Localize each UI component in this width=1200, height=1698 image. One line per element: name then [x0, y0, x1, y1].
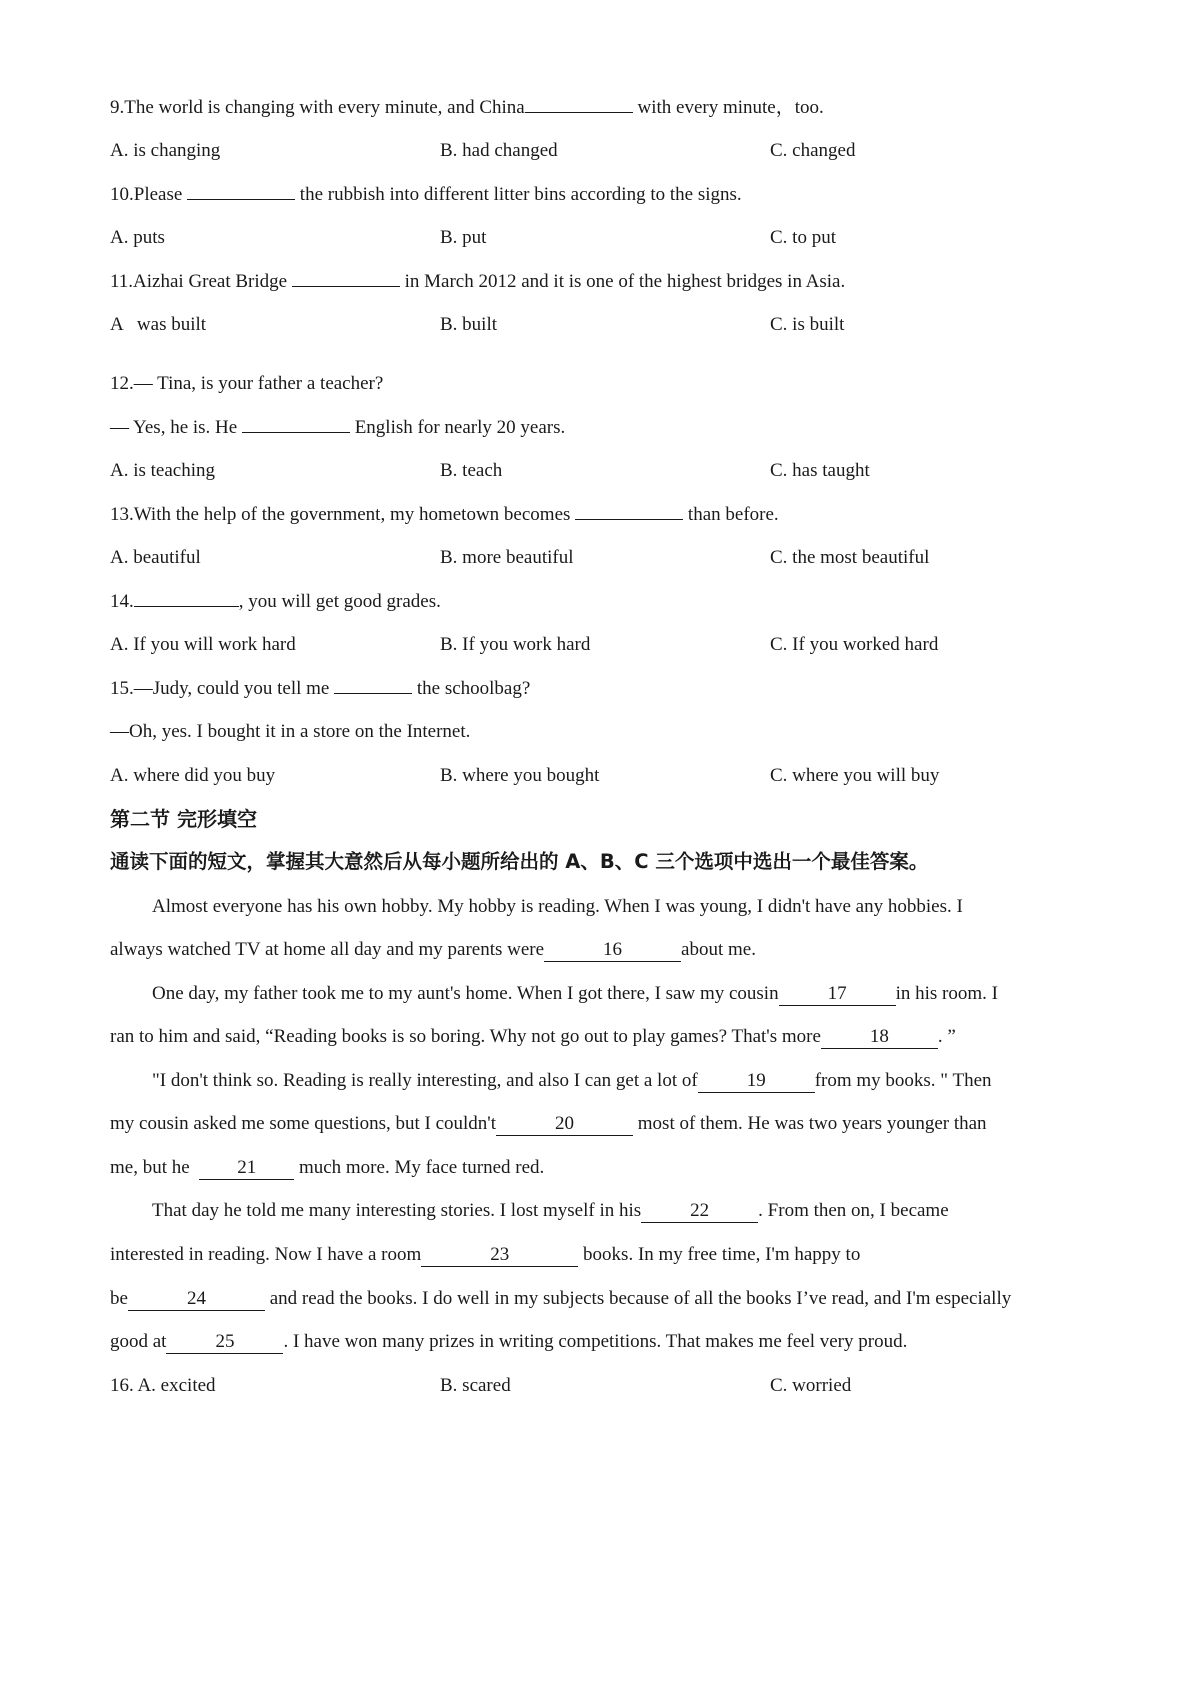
q10-option-a: A. puts [110, 227, 165, 248]
passage-text: much more. My face turned red. [294, 1157, 545, 1178]
q11-stem-pre: 11.Aizhai Great Bridge [110, 271, 292, 292]
q13-stem-pre: 13.With the help of the government, my hometown becomes [110, 504, 576, 525]
q12-blank [242, 415, 350, 433]
q14-option-a: A. If you will work hard [110, 634, 296, 655]
question-11-stem [110, 269, 845, 294]
q15-stem-pre: 15.—Judy, could you tell me [110, 678, 335, 699]
passage-line-9 [110, 1243, 1110, 1267]
q10-option-b: B. put [440, 227, 487, 248]
question-14-stem [110, 589, 441, 614]
q12-option-c: C. has taught [770, 460, 870, 481]
q14-stem-pre: 14. [110, 591, 134, 612]
q15-option-a: A. where did you buy [110, 765, 276, 786]
passage-line-2 [110, 938, 1110, 962]
passage-text: One day, my father took me to my aunt's home. When I got there, I saw my cousin [152, 983, 779, 1004]
passage-line-8 [110, 1199, 1152, 1223]
passage-text: about me. [681, 939, 756, 960]
question-15-options [110, 764, 1110, 788]
passage-text: be [110, 1288, 128, 1309]
q10-option-c: C. to put [770, 227, 836, 248]
q12-option-b: B. teach [440, 460, 503, 481]
question-16-options [110, 1374, 1110, 1398]
q15-blank [334, 676, 412, 694]
q13-option-c: C. the most beautiful [770, 547, 930, 568]
q14-stem-post: , you will get good grades. [238, 591, 441, 612]
q15-option-b: B. where you bought [440, 765, 600, 786]
passage-line-4 [110, 1025, 1110, 1049]
q12-stem-post: English for nearly 20 years. [349, 417, 566, 438]
question-14-options [110, 633, 1110, 657]
passage-text: from my books. " Then [814, 1070, 992, 1091]
passage-text: "I don't think so. Reading is really interesting, and also I can get a lot of [152, 1070, 698, 1091]
question-9-options [110, 139, 1110, 163]
q10-stem-post: the rubbish into different litter bins according to the signs. [295, 184, 742, 205]
passage-text: my cousin asked me some questions, but I couldn't [110, 1113, 497, 1134]
passage-text: in his room. I [895, 983, 998, 1004]
passage-line-3 [110, 982, 1152, 1006]
passage-line-5 [110, 1069, 1152, 1093]
question-15-stem [110, 676, 530, 701]
q9-option-a: A. is changing [110, 140, 221, 161]
blank-21: 21 [199, 1157, 294, 1180]
q16-option-a: 16. A. excited [110, 1375, 216, 1396]
q9-blank [525, 95, 633, 113]
passage-text: . I have won many prizes in writing competitions. That makes me feel very proud. [283, 1331, 908, 1352]
passage-text: books. In my free time, I'm happy to [578, 1244, 861, 1265]
passage-text: That day he told me many interesting stories. I lost myself in his [152, 1200, 642, 1221]
blank-20: 20 [496, 1113, 633, 1136]
q16-option-b: B. scared [440, 1375, 511, 1396]
passage-line-11 [110, 1330, 1110, 1354]
q11-blank [292, 269, 400, 287]
passage-text: . ” [937, 1026, 956, 1047]
blank-23: 23 [421, 1244, 578, 1267]
q13-blank [575, 502, 683, 520]
q15-option-c: C. where you will buy [770, 765, 940, 786]
q9-stem-post: with every minute，too. [632, 97, 824, 118]
question-10-options [110, 226, 1110, 250]
blank-22: 22 [641, 1200, 758, 1223]
question-11-options [110, 313, 1110, 337]
q11-option-c: C. is built [770, 314, 845, 335]
blank-24: 24 [128, 1288, 265, 1311]
q14-option-c: C. If you worked hard [770, 634, 939, 655]
q9-option-b: B. had changed [440, 140, 558, 161]
section-instruction: 通读下面的短文，掌握其大意然后从每小题所给出的 A、B、C 三个选项中选出一个最佳答案。 [110, 850, 929, 873]
q12-option-a: A. is teaching [110, 460, 216, 481]
blank-17: 17 [779, 983, 896, 1006]
q15-stem-post: the schoolbag? [412, 678, 531, 699]
passage-text: ran to him and said, “Reading books is so boring. Why not go out to play games? That's more [110, 1026, 821, 1047]
question-10-stem [110, 182, 742, 207]
section-title: 第二节 完形填空 [110, 807, 257, 831]
question-12-stem [110, 415, 565, 440]
q13-option-b: B. more beautiful [440, 547, 574, 568]
passage-line-10 [110, 1287, 1110, 1311]
q13-stem-post: than before. [683, 504, 779, 525]
passage-text: most of them. He was two years younger than [633, 1113, 987, 1134]
q11-option-b: B. built [440, 314, 498, 335]
q14-blank [134, 589, 239, 607]
blank-19: 19 [698, 1070, 815, 1093]
q10-blank [187, 182, 295, 200]
q13-option-a: A. beautiful [110, 547, 201, 568]
q11-stem-post: in March 2012 and it is one of the highest bridges in Asia. [399, 271, 846, 292]
q16-option-c: C. worried [770, 1375, 852, 1396]
question-13-options [110, 546, 1110, 570]
passage-line-7 [110, 1156, 1110, 1180]
passage-text: and read the books. I do well in my subjects because of all the books I’ve read, and I'm especially [264, 1288, 1012, 1309]
q14-option-b: B. If you work hard [440, 634, 591, 655]
question-15-line2: —Oh, yes. I bought it in a store on the Internet. [110, 721, 471, 742]
passage-text: always watched TV at home all day and my parents were [110, 939, 545, 960]
question-12-options [110, 459, 1110, 483]
q10-stem-pre: 10.Please [110, 184, 188, 205]
passage-text: interested in reading. Now I have a room [110, 1244, 422, 1265]
blank-18: 18 [821, 1026, 938, 1049]
question-12-line1: 12.— Tina, is your father a teacher? [110, 373, 384, 394]
q11-option-a: A was built [110, 314, 207, 335]
passage-line-6 [110, 1112, 1110, 1136]
passage-text: me, but he [110, 1157, 200, 1178]
passage-line-1: Almost everyone has his own hobby. My hobby is reading. When I was young, I didn't have any hobbies. I [152, 896, 963, 917]
blank-16: 16 [544, 939, 681, 962]
passage-text: . From then on, I became [758, 1200, 949, 1221]
passage-text: good at [110, 1331, 167, 1352]
question-13-stem [110, 502, 779, 527]
question-9-stem [110, 95, 824, 120]
q12-stem-pre: — Yes, he is. He [110, 417, 242, 438]
blank-25: 25 [166, 1331, 283, 1354]
q9-stem-pre: 9.The world is changing with every minute, and China [110, 97, 525, 118]
q9-option-c: C. changed [770, 140, 856, 161]
